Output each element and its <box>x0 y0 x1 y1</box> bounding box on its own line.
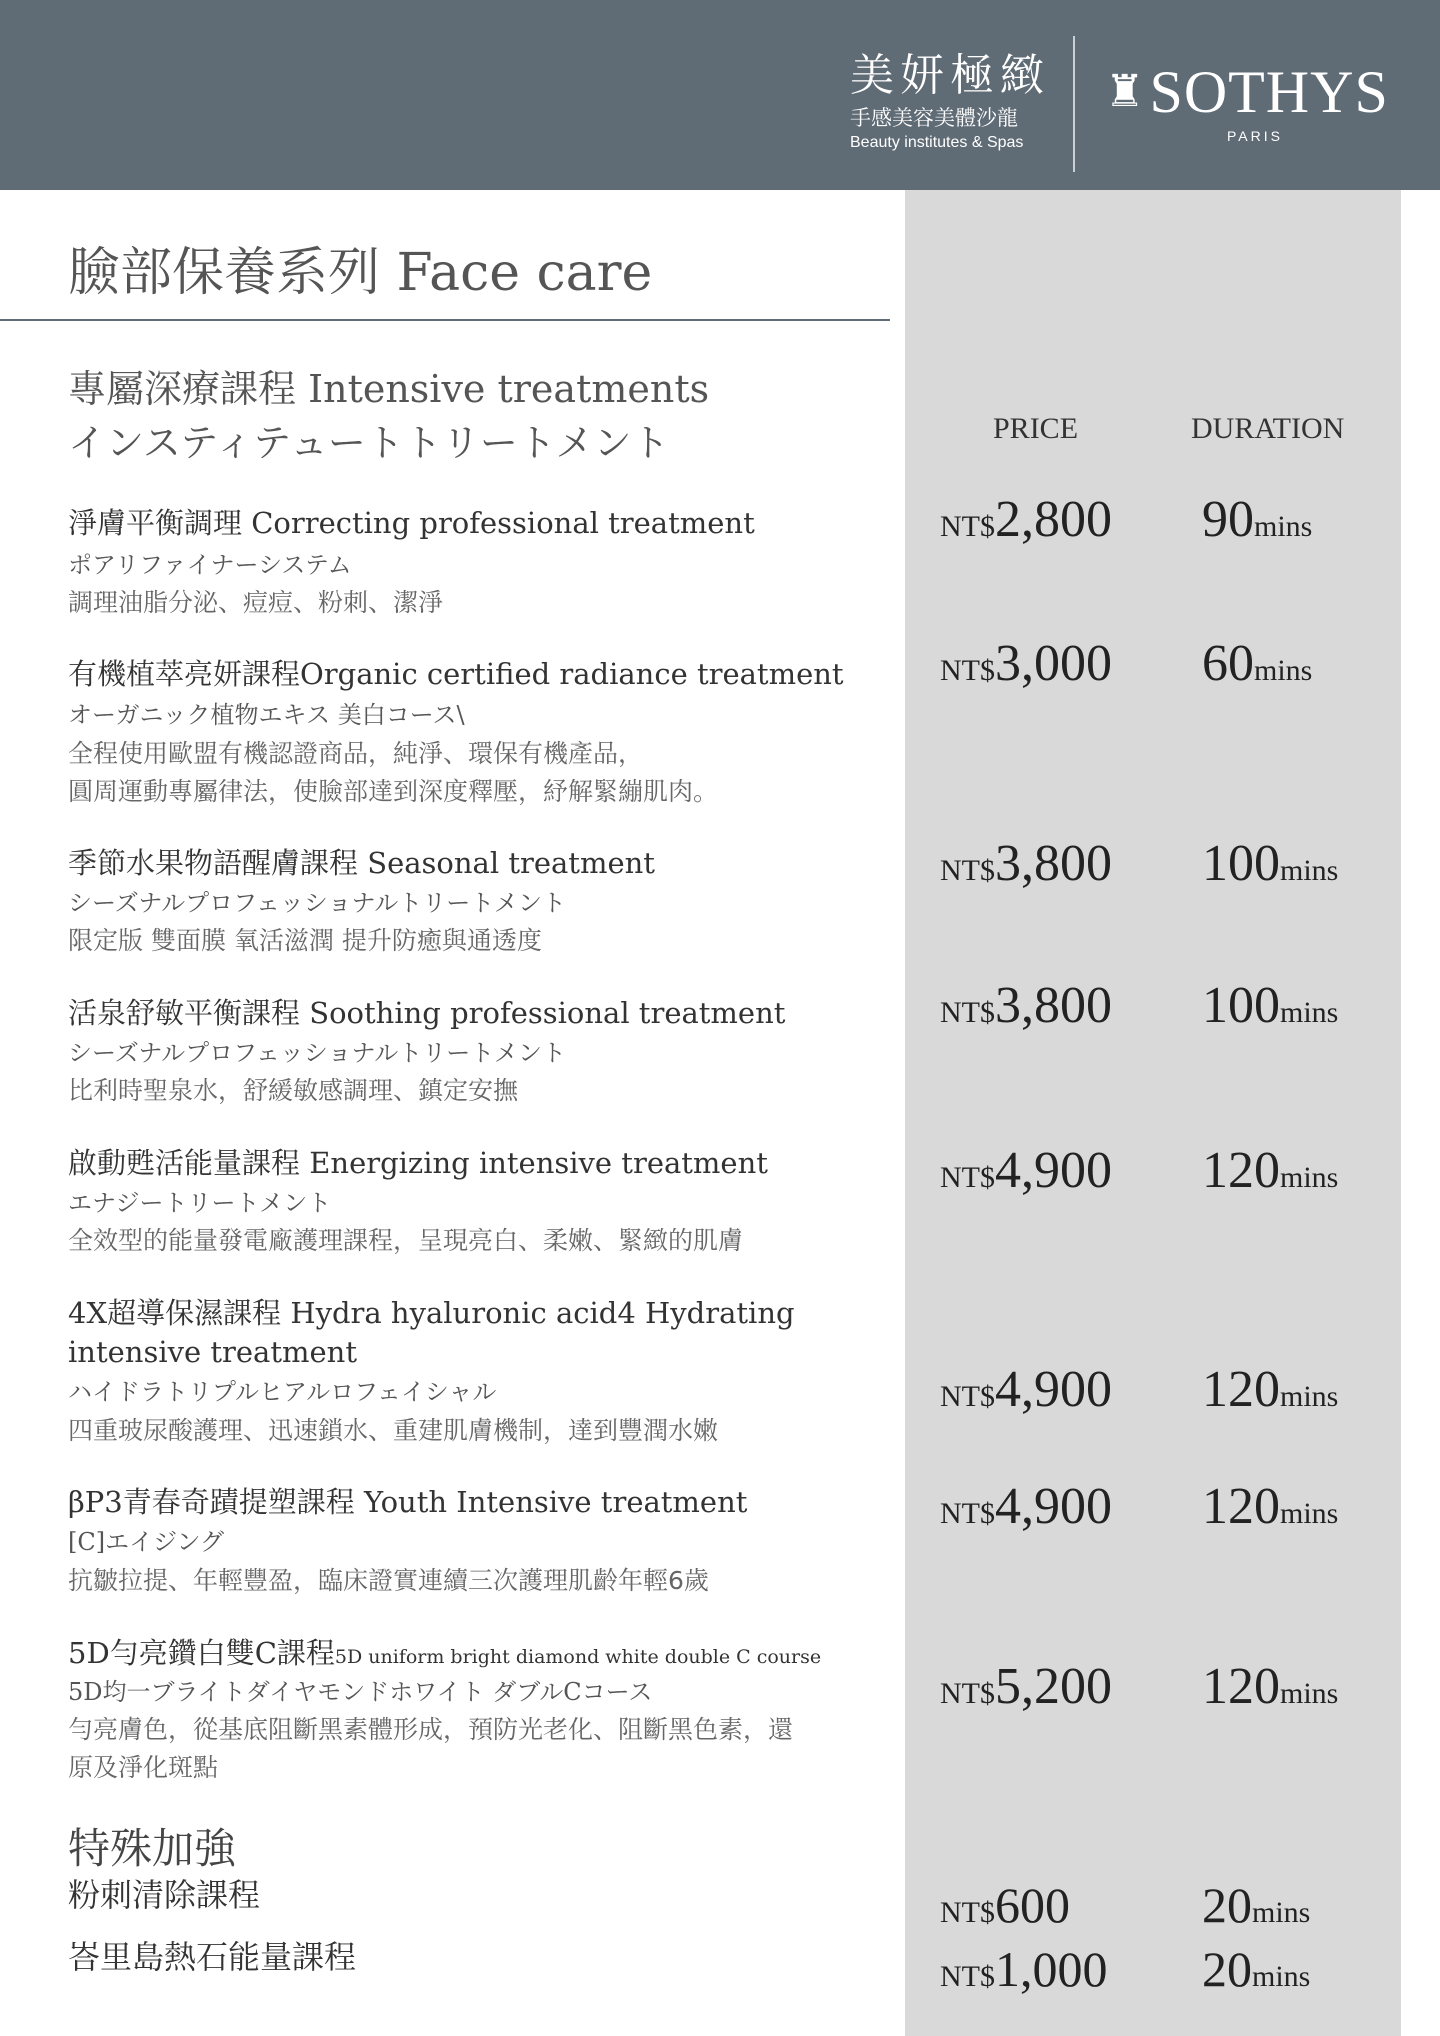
extra-item-name: 峇里島熱石能量課程 <box>68 1938 357 1976</box>
brand-subtitle-en: Beauty institutes & Spas <box>850 134 1024 151</box>
currency: NT$ <box>940 510 995 543</box>
duration-value: 60 <box>1202 635 1254 692</box>
duration-unit: mins <box>1280 1497 1339 1530</box>
treatment-description: 比利時聖泉水，舒緩敏感調理、鎮定安撫 <box>68 1076 519 1105</box>
duration-unit: mins <box>1280 996 1339 1029</box>
treatment-subtitle: ポアリファイナーシステム <box>68 551 352 579</box>
currency: NT$ <box>940 1960 995 1993</box>
treatment-price <box>940 1360 1112 1419</box>
currency: NT$ <box>940 654 995 687</box>
page-title: 臉部保養系列 Face care <box>68 243 653 303</box>
duration-unit: mins <box>1280 1677 1339 1710</box>
figure-icon: ♜ <box>1105 67 1146 116</box>
currency: NT$ <box>940 1896 995 1929</box>
currency: NT$ <box>940 996 995 1029</box>
treatment-name: 活泉舒敏平衡課程 Soothing professional treatment <box>68 996 786 1030</box>
treatment-duration <box>1202 490 1312 549</box>
treatment-duration <box>1202 634 1312 693</box>
duration-unit: mins <box>1280 1161 1339 1194</box>
treatment-name: 4X超導保濕課程 Hydra hyaluronic acid4 Hydrating <box>68 1296 795 1330</box>
treatment-subtitle: エナジートリートメント <box>68 1189 332 1217</box>
duration-header: DURATION <box>1191 412 1345 445</box>
duration-value: 90 <box>1202 491 1254 548</box>
section-title-line2: インスティテュートトリートメント <box>68 421 670 465</box>
currency: NT$ <box>940 1380 995 1413</box>
price-value: 4,900 <box>995 1478 1112 1535</box>
treatment-name: 季節水果物語醒膚課程 Seasonal treatment <box>68 846 655 880</box>
treatment-duration <box>1202 1657 1338 1716</box>
duration-unit: mins <box>1280 1380 1339 1413</box>
currency: NT$ <box>940 1497 995 1530</box>
treatment-subtitle: シーズナルプロフェッショナルトリートメント <box>68 889 566 917</box>
duration-unit: mins <box>1254 510 1313 543</box>
extras-title: 特殊加強 <box>68 1824 237 1873</box>
brand-name-cn: 美妍極緻 <box>850 50 1050 101</box>
price-header: PRICE <box>993 412 1079 445</box>
price-value: 1,000 <box>995 1941 1108 1997</box>
treatment-price <box>940 1477 1112 1536</box>
price-value: 4,900 <box>995 1142 1112 1199</box>
title-divider <box>0 319 890 321</box>
treatment-subtitle: [C]エイジング <box>68 1528 225 1556</box>
treatment-name: 有機植萃亮妍課程Organic certified radiance treatment <box>68 657 844 691</box>
currency: NT$ <box>940 1677 995 1710</box>
duration-value: 120 <box>1202 1361 1280 1418</box>
treatment-description: 全程使用歐盟有機認證商品，純淨、環保有機產品， <box>68 739 644 768</box>
treatment-name-en: 5D uniform bright diamond white double C course <box>334 1646 822 1668</box>
brand-subtitle-cn: 手感美容美體沙龍 <box>850 106 1018 130</box>
currency: NT$ <box>940 854 995 887</box>
duration-value: 100 <box>1202 835 1280 892</box>
treatment-price <box>940 834 1112 893</box>
treatment-description: 調理油脂分泌、痘痘、粉刺、潔淨 <box>68 588 444 617</box>
treatment-subtitle: ハイドラトリプルヒアルロフェイシャル <box>68 1378 497 1406</box>
price-column-background <box>905 190 1401 2036</box>
price-value: 2,800 <box>995 491 1112 548</box>
duration-value: 120 <box>1202 1142 1280 1199</box>
header-divider <box>1073 36 1075 172</box>
treatment-price <box>940 1141 1112 1200</box>
currency: NT$ <box>940 1161 995 1194</box>
logo-subtext: PARIS <box>1227 128 1283 144</box>
treatment-description: 四重玻尿酸護理、迅速鎖水、重建肌膚機制，達到豐潤水嫩 <box>68 1416 719 1445</box>
treatment-subtitle: シーズナルプロフェッショナルトリートメント <box>68 1039 566 1067</box>
extra-price <box>940 1876 1070 1934</box>
price-value: 3,000 <box>995 635 1112 692</box>
extra-duration <box>1202 1876 1310 1934</box>
treatment-price <box>940 976 1112 1035</box>
price-value: 5,200 <box>995 1658 1112 1715</box>
duration-unit: mins <box>1252 1896 1311 1929</box>
treatment-subtitle: 5D均一ブライトダイヤモンドホワイト ダブルCコース <box>68 1678 653 1706</box>
section-title-line1: 專屬深療課程 Intensive treatments <box>68 367 710 411</box>
duration-unit: mins <box>1280 854 1339 887</box>
treatment-name <box>68 1633 821 1677</box>
treatment-subtitle: オーガニック植物エキス 美白コース\ <box>68 701 465 729</box>
treatment-price <box>940 634 1112 693</box>
treatment-description: 限定版 雙面膜 氧活滋潤 提升防癒與通透度 <box>68 926 542 955</box>
treatment-name-cn: 5D勻亮鑽白雙C課程 <box>68 1636 335 1670</box>
treatment-duration <box>1202 1477 1338 1536</box>
treatment-price <box>940 490 1112 549</box>
sothys-logo <box>1105 60 1405 144</box>
extra-price <box>940 1940 1108 1998</box>
treatment-duration <box>1202 1141 1338 1200</box>
duration-unit: mins <box>1252 1960 1311 1993</box>
duration-value: 100 <box>1202 977 1280 1034</box>
duration-value: 20 <box>1202 1941 1252 1997</box>
extra-item-name: 粉刺清除課程 <box>68 1876 261 1914</box>
duration-value: 120 <box>1202 1658 1280 1715</box>
price-value: 600 <box>995 1877 1070 1933</box>
treatment-duration <box>1202 1360 1338 1419</box>
treatment-name: βP3青春奇蹟提塑課程 Youth Intensive treatment <box>68 1485 748 1519</box>
treatment-name: 淨膚平衡調理 Correcting professional treatment <box>68 506 755 540</box>
price-value: 3,800 <box>995 977 1112 1034</box>
treatment-description: 圓周運動專屬律法，使臉部達到深度釋壓，紓解緊繃肌肉。 <box>68 777 719 806</box>
logo-text: SOTHYS <box>1149 59 1389 125</box>
treatment-duration <box>1202 976 1338 1035</box>
treatment-description: 原及淨化斑點 <box>68 1753 219 1782</box>
treatment-name: 啟動甦活能量課程 Energizing intensive treatment <box>68 1146 768 1180</box>
treatment-duration <box>1202 834 1338 893</box>
treatment-description: 勻亮膚色，從基底阻斷黑素體形成，預防光老化、阻斷黑色素，還 <box>68 1715 794 1744</box>
treatment-description: 全效型的能量發電廠護理課程，呈現亮白、柔嫩、緊緻的肌膚 <box>68 1226 744 1255</box>
price-value: 3,800 <box>995 835 1112 892</box>
duration-value: 20 <box>1202 1877 1252 1933</box>
duration-value: 120 <box>1202 1478 1280 1535</box>
treatment-price <box>940 1657 1112 1716</box>
treatment-description: 抗皺拉提、年輕豐盈，臨床證實連續三次護理肌齡年輕6歲 <box>68 1566 709 1595</box>
section-title <box>68 362 709 470</box>
duration-unit: mins <box>1254 654 1313 687</box>
price-value: 4,900 <box>995 1361 1112 1418</box>
treatment-name-line2: intensive treatment <box>68 1335 357 1369</box>
brand-block <box>850 50 1050 154</box>
extra-duration <box>1202 1940 1310 1998</box>
